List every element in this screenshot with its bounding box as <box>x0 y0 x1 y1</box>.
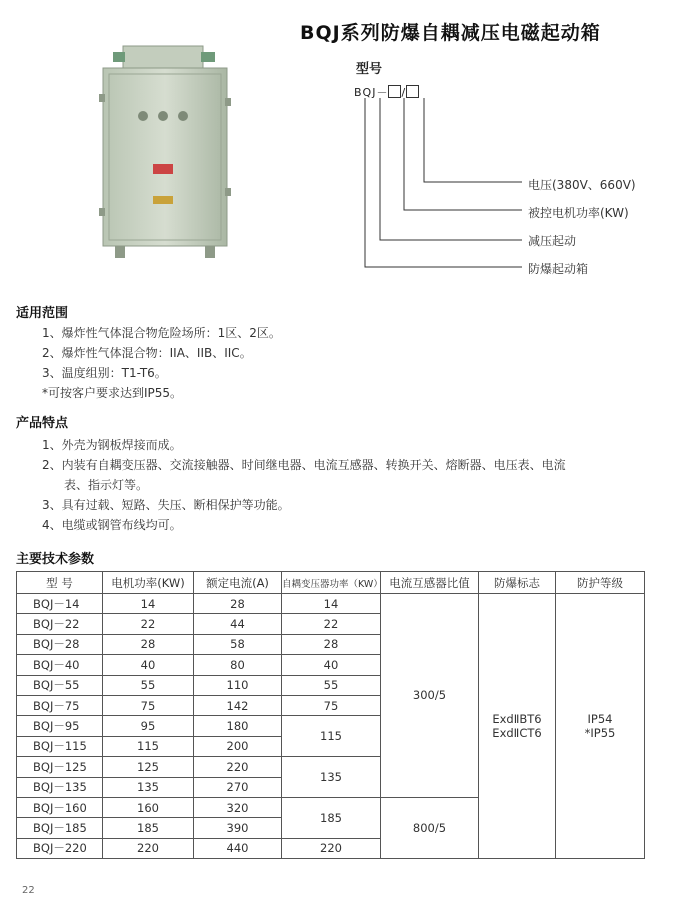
header-motor-power: 电机功率(KW) <box>103 572 194 594</box>
cell-current: 270 <box>194 777 282 797</box>
scope-item: 1、爆炸性气体混合物危险场所：1区、2区。 <box>42 326 281 340</box>
cell-model: BQJ－95 <box>17 716 103 736</box>
cell-current: 142 <box>194 695 282 715</box>
header-explosion-mark: 防爆标志 <box>479 572 556 594</box>
cell-power: 135 <box>103 777 194 797</box>
legend-box: 防爆起动箱 <box>528 262 589 276</box>
legend-voltage: 电压(380V、660V) <box>528 178 636 192</box>
cell-model: BQJ－185 <box>17 818 103 838</box>
scope-item: 2、爆炸性气体混合物：IIA、IIB、IIC。 <box>42 346 252 360</box>
header-protection: 防护等级 <box>556 572 645 594</box>
product-photo <box>95 38 235 263</box>
cell-power: 160 <box>103 797 194 817</box>
cell-ct-ratio: 800/5 <box>381 797 479 858</box>
cell-power: 22 <box>103 614 194 634</box>
cell-current: 320 <box>194 797 282 817</box>
page-title: BQJ系列防爆自耦减压电磁起动箱 <box>300 22 601 44</box>
scope-list <box>42 323 281 403</box>
model-slash: / <box>401 86 407 99</box>
table-row <box>17 594 645 614</box>
cell-power: 220 <box>103 838 194 858</box>
cell-transformer: 40 <box>282 655 381 675</box>
params-heading: 主要技术参数 <box>16 552 95 567</box>
cell-current: 44 <box>194 614 282 634</box>
cell-transformer: 28 <box>282 634 381 654</box>
explosion-mark-line: ExdⅡBT6 <box>492 712 542 727</box>
cell-current: 110 <box>194 675 282 695</box>
cell-model: BQJ－125 <box>17 757 103 777</box>
cell-power: 95 <box>103 716 194 736</box>
cell-power: 14 <box>103 594 194 614</box>
cell-current: 58 <box>194 634 282 654</box>
cell-power: 75 <box>103 695 194 715</box>
cell-power: 55 <box>103 675 194 695</box>
cell-transformer: 220 <box>282 838 381 858</box>
protection-line: *IP55 <box>584 726 616 741</box>
feature-item: 3、具有过载、短路、失压、断相保护等功能。 <box>42 498 290 512</box>
cell-current: 28 <box>194 594 282 614</box>
cell-explosion-mark <box>479 594 556 859</box>
header-transformer-power: 自耦变压器功率（KW） <box>282 572 381 594</box>
cell-current: 200 <box>194 736 282 756</box>
table-header-row <box>17 572 645 594</box>
cell-transformer: 55 <box>282 675 381 695</box>
explosion-mark-line: ExdⅡCT6 <box>492 726 542 741</box>
scope-item: *可按客户要求达到IP55。 <box>42 386 183 400</box>
cell-transformer: 135 <box>282 757 381 798</box>
cell-transformer: 14 <box>282 594 381 614</box>
page-number: 22 <box>22 885 35 896</box>
cell-model: BQJ－40 <box>17 655 103 675</box>
header-model: 型 号 <box>17 572 103 594</box>
header-rated-current: 额定电流(A) <box>194 572 282 594</box>
cell-current: 220 <box>194 757 282 777</box>
cell-model: BQJ－220 <box>17 838 103 858</box>
feature-item: 4、电缆或钢管布线均可。 <box>42 518 182 532</box>
cell-current: 180 <box>194 716 282 736</box>
features-list <box>42 435 566 535</box>
cell-transformer: 75 <box>282 695 381 715</box>
legend-power: 被控电机功率(KW) <box>528 206 629 220</box>
header-ct-ratio: 电流互感器比值 <box>381 572 479 594</box>
model-prefix: BQJ－ <box>354 86 389 99</box>
feature-item: 1、外壳为钢板焊接而成。 <box>42 438 182 452</box>
cell-power: 115 <box>103 736 194 756</box>
features-heading: 产品特点 <box>16 416 69 431</box>
cell-protection <box>556 594 645 859</box>
cell-model: BQJ－55 <box>17 675 103 695</box>
cell-current: 440 <box>194 838 282 858</box>
cell-model: BQJ－22 <box>17 614 103 634</box>
cell-model: BQJ－28 <box>17 634 103 654</box>
cell-transformer: 22 <box>282 614 381 634</box>
feature-item: 2、内装有自耦变压器、交流接触器、时间继电器、电流互感器、转换开关、熔断器、电压表、电流 <box>42 458 566 472</box>
cell-ct-ratio: 300/5 <box>381 594 479 798</box>
cell-power: 185 <box>103 818 194 838</box>
cell-model: BQJ－75 <box>17 695 103 715</box>
cell-current: 80 <box>194 655 282 675</box>
scope-heading: 适用范围 <box>16 306 69 321</box>
params-table <box>16 571 645 859</box>
legend-reduced-start: 减压起动 <box>528 234 577 248</box>
cell-model: BQJ－14 <box>17 594 103 614</box>
protection-line: IP54 <box>587 712 613 727</box>
cell-power: 28 <box>103 634 194 654</box>
cell-transformer: 185 <box>282 797 381 838</box>
model-label: 型号 <box>356 62 383 77</box>
scope-item: 3、温度组别：T1-T6。 <box>42 366 167 380</box>
feature-item: 表、指示灯等。 <box>64 478 149 492</box>
cell-model: BQJ－160 <box>17 797 103 817</box>
cell-model: BQJ－115 <box>17 736 103 756</box>
cell-power: 125 <box>103 757 194 777</box>
cell-current: 390 <box>194 818 282 838</box>
model-diagram-lines <box>360 92 530 272</box>
cell-model: BQJ－135 <box>17 777 103 797</box>
cell-power: 40 <box>103 655 194 675</box>
cell-transformer: 115 <box>282 716 381 757</box>
